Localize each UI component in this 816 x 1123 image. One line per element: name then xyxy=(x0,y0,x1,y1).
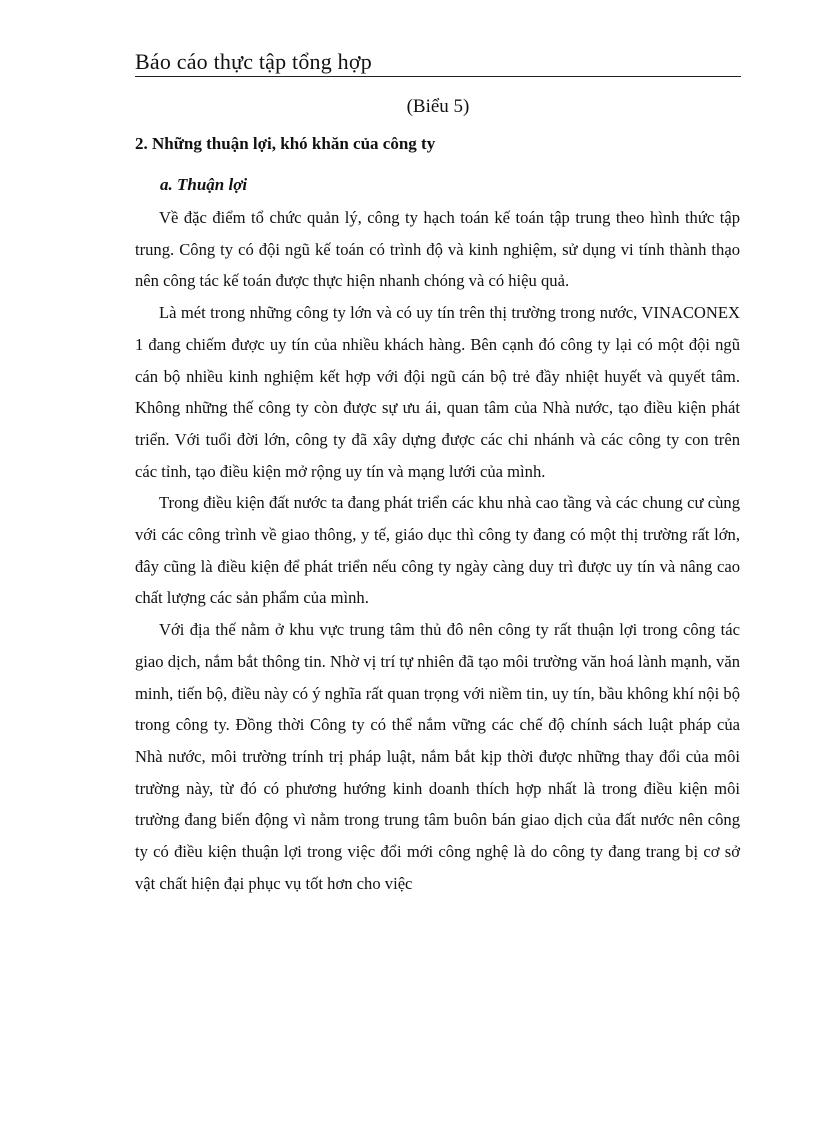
paragraph: Là mét trong những công ty lớn và có uy tín trên thị trường trong nước, VINACONEX 1 đang chiếm được uy tín của nhiều khách hàng. Bên cạnh đó công ty lại có một đội ngũ cán bộ nhiều kinh nghiệm kết hợp với đội ngũ cán bộ trẻ đầy nhiệt huyết và quyết tâm. Không những thế công ty còn được sự ưu ái, quan tâm của Nhà nước, tạo điều kiện phát triển. Với tuổi đời lớn, công ty đã xây dựng được các chi nhánh và các công ty con trên các tỉnh, tạo điều kiện mở rộng uy tín và mạng lưới của mình. xyxy=(135,303,740,481)
page-header-title: Báo cáo thực tập tổng hợp xyxy=(135,49,372,74)
paragraph: Về đặc điểm tổ chức quản lý, công ty hạch toán kế toán tập trung theo hình thức tập trung. Công ty có đội ngũ kế toán có trình độ và kinh nghiệm, sử dụng vi tính thành thạo nên công tác kế toán được thực hiện nhanh chóng và có hiệu quả. xyxy=(135,208,740,291)
body-text xyxy=(135,202,740,899)
section-heading: 2. Những thuận lợi, khó khăn của công ty xyxy=(135,134,436,153)
header-divider xyxy=(135,76,741,77)
paragraph: Với địa thế nằm ở khu vực trung tâm thủ đô nên công ty rất thuận lợi trong công tác giao dịch, nắm bắt thông tin. Nhờ vị trí tự nhiên đã tạo môi trường văn hoá lành mạnh, văn minh, tiến bộ, điều này có ý nghĩa rất quan trọng với niềm tin, uy tín, bầu không khí nội bộ trong công ty. Đồng thời Công ty có thể nắm vững các chế độ chính sách luật pháp của Nhà nước, môi trường trính trị pháp luật, nắm bắt kịp thời được những thay đổi của môi trường này, từ đó có phương hướng kinh doanh thích hợp nhất là trong điều kiện môi trường đang biến động vì nằm trong trung tâm buôn bán giao dịch của đất nước nên công ty có điều kiện thuận lợi trong việc đổi mới công nghệ là do công ty đang trang bị cơ sở vật chất hiện đại phục vụ tốt hơn cho việc xyxy=(135,620,740,893)
subsection-heading: a. Thuận lợi xyxy=(160,175,248,194)
paragraph: Trong điều kiện đất nước ta đang phát triển các khu nhà cao tầng và các chung cư cùng với các công trình về giao thông, y tế, giáo dục thì công ty đang có một thị trường rất lớn, đây cũng là điều kiện để phát triển nếu công ty ngày càng duy trì được uy tín và nâng cao chất lượng các sản phẩm của mình. xyxy=(135,493,740,608)
figure-caption: (Biểu 5) xyxy=(406,96,470,117)
